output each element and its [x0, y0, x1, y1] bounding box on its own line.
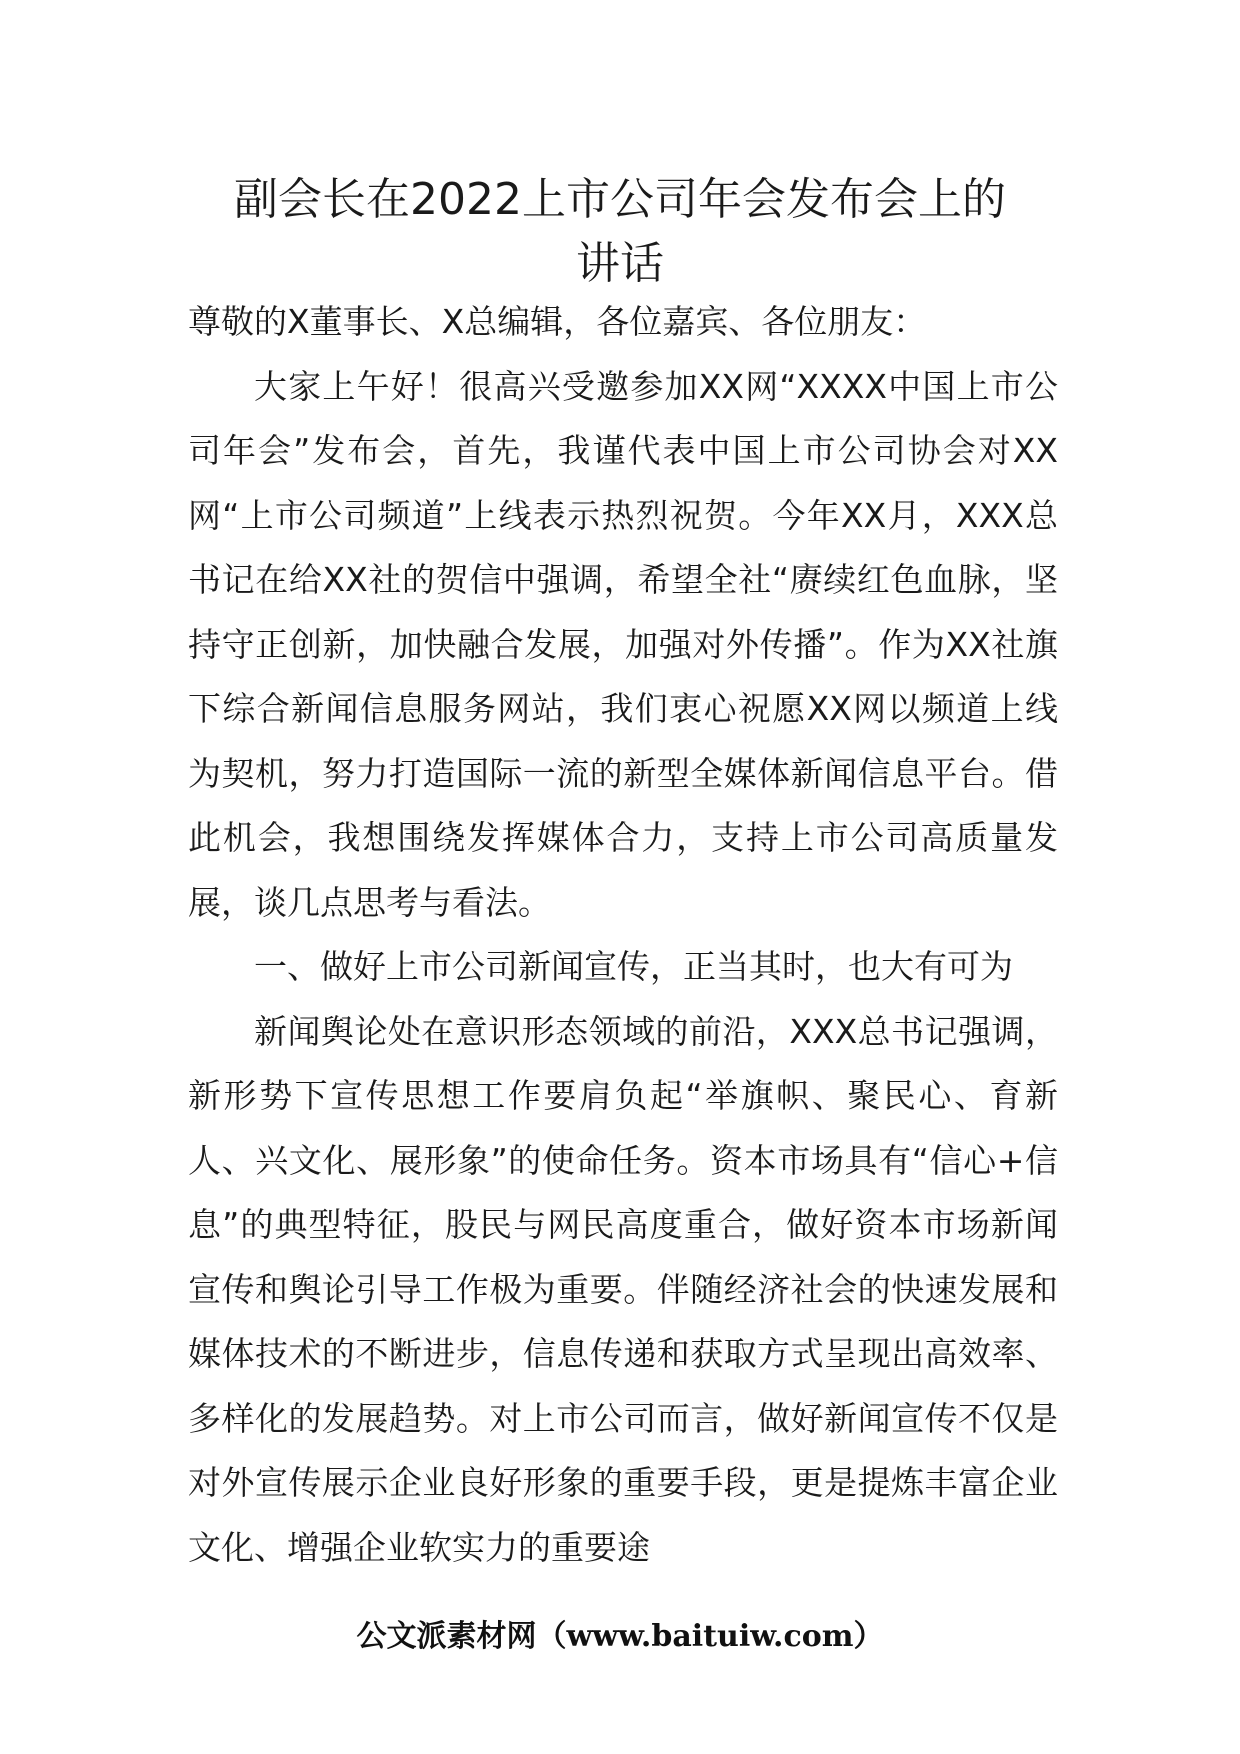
document-body: [188, 290, 1058, 1580]
document-title-line1: 副会长在2022上市公司年会发布会上的: [234, 174, 1006, 225]
document-title-line2: 讲话: [576, 238, 664, 289]
footer-watermark: 公文派素材网（www.baituiw.com）: [356, 1619, 884, 1654]
section-heading-1: 一、做好上市公司新闻宣传，正当其时，也大有可为: [254, 947, 1013, 986]
paragraph-section-1: 新闻舆论处在意识形态领域的前沿，XXX总书记强调，新形势下宣传思想工作要肩负起“举旗帜、聚民心、育新人、兴文化、展形象”的使命任务。资本市场具有“信心+信息”的典型特征，股民与网民高度重合，做好资本市场新闻宣传和舆论引导工作极为重要。伴随经济社会的快速发展和媒体技术的不断进步，信息传递和获取方式呈现出高效率、多样化的发展趋势。对上市公司而言，做好新闻宣传不仅是对外宣传展示企业良好形象的重要手段，更是提炼丰富企业文化、增强企业软实力的重要途: [188, 1011, 1058, 1567]
salutation: 尊敬的X董事长、X总编辑，各位嘉宾、各位朋友：: [188, 302, 927, 341]
paragraph-opening: 大家上午好！很高兴受邀参加XX网“XXXX中国上市公司年会”发布会，首先，我谨代表中国上市公司协会对XX网“上市公司频道”上线表示热烈祝贺。今年XX月，XXX总书记在给XX社的贺信中强调，希望全社“赓续红色血脉，坚持守正创新，加快融合发展，加强对外传播”。作为XX社旗下综合新闻信息服务网站，我们衷心祝愿XX网以频道上线为契机，努力打造国际一流的新型全媒体新闻信息平台。借此机会，我想围绕发挥媒体合力，支持上市公司高质量发展，谈几点思考与看法。: [188, 366, 1058, 922]
